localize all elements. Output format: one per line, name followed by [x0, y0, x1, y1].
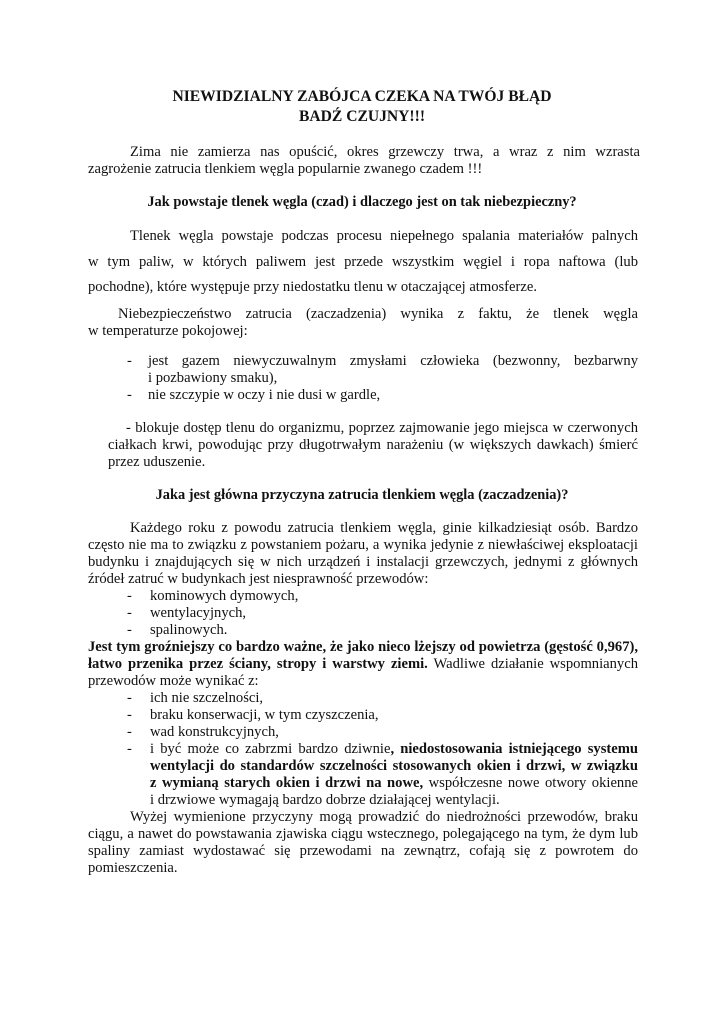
s2-plain-phrase: Wadliwe działanie wspomnianych: [427, 656, 638, 672]
bullet-dash: -: [127, 707, 132, 723]
s1-p1-line-3: pochodne), które występuje przy niedostatku tlenu w otaczającej atmosferze.: [88, 279, 537, 295]
s2-p2-line-2: ciągu, a nawet do powstawania zjawiska ciągu wstecznego, polegającego na tym, że dym lub: [88, 826, 638, 842]
s1-bullet3-line-1: - blokuje dostęp tlenu do organizmu, poprzez zajmowanie jego miejsca w czerwonych: [126, 420, 638, 436]
s2-last-line-2: wentylacji do standardów szczelności stosowanych okien i drzwi, w związku: [150, 758, 638, 774]
s1-p2-line-2: w temperaturze pokojowej:: [88, 323, 248, 339]
s2-bold-line-2: [88, 656, 638, 673]
s2-p1-line-2: często nie ma to związku z powstaniem pożaru, a wynika jedynie z niewłaściwej eksploatacji: [88, 537, 638, 553]
s1-bullet3-line-3: przez uduszenie.: [108, 454, 206, 470]
s2-bold-phrase: łatwo przenika przez ściany, stropy i warstwy ziemi.: [88, 656, 428, 672]
s2-p2-line-3: spaliny zamiast wydostawać się przewodami na zewnątrz, cofają się z powrotem do: [88, 843, 638, 859]
bullet-dash: -: [127, 622, 132, 638]
section2-heading: Jaka jest główna przyczyna zatrucia tlenkiem węgla (zaczadzenia)?: [155, 487, 569, 503]
intro-line-2: zagrożenie zatrucia tlenkiem węgla popularnie zwanego czadem !!!: [88, 161, 483, 177]
bullet-dash: -: [127, 588, 132, 604]
section1-heading: Jak powstaje tlenek węgla (czad) i dlaczego jest on tak niebezpieczny?: [147, 194, 577, 210]
s2-last-bold: , niedostosowania istniejącego systemu: [390, 741, 638, 757]
bullet-dash: -: [127, 353, 132, 369]
s1-bullet1-line-2: i pozbawiony smaku),: [148, 370, 278, 386]
s2-p1-line-1: Każdego roku z powodu zatrucia tlenkiem węgla, ginie kilkadziesiąt osób. Bardzo: [130, 520, 638, 536]
s2-p2-line-4: pomieszczenia.: [88, 860, 178, 876]
bullet-dash: -: [127, 724, 132, 740]
bullet-dash: -: [127, 605, 132, 621]
s2-last-plain: i być może co zabrzmi bardzo dziwnie: [150, 741, 391, 757]
s2-last-line-1: [150, 741, 638, 758]
title-line-2: BADŹ CZUJNY!!!: [298, 108, 426, 125]
s2-list2-item-3: wad konstrukcyjnych,: [150, 724, 279, 740]
s1-bullet2: nie szczypie w oczy i nie dusi w gardle,: [148, 387, 381, 403]
s2-p1-line-4: źródeł zatruć w budynkach jest niesprawność przewodów:: [88, 571, 429, 587]
s1-p2-line-1: Niebezpieczeństwo zatrucia (zaczadzenia) wynika z faktu, że tlenek węgla: [118, 306, 638, 322]
s2-last-line-4: i drzwiowe wymagają bardzo dobrze działającej wentylacji.: [150, 792, 500, 808]
s1-bullet3-line-2: ciałkach krwi, powodując przy długotrwałym narażeniu (w większych dawkach) śmierć: [108, 437, 638, 453]
s2-p2-line-1: Wyżej wymienione przyczyny mogą prowadzić do niedrożności przewodów, braku: [130, 809, 638, 825]
intro-line-1: Zima nie zamierza nas opuścić, okres grzewczy trwa, a wraz z nim wzrasta: [130, 144, 640, 160]
s2-last-line-3: [150, 775, 638, 792]
s2-list2-item-1: ich nie szczelności,: [150, 690, 264, 706]
s1-p1-line-1: Tlenek węgla powstaje podczas procesu niepełnego spalania materiałów palnych: [130, 228, 638, 244]
s2-list1-item-1: kominowych dymowych,: [150, 588, 299, 604]
bullet-dash: -: [127, 387, 132, 403]
s2-list2-item-2: braku konserwacji, w tym czyszczenia,: [150, 707, 379, 723]
s1-bullet1-line-1: jest gazem niewyczuwalnym zmysłami człowieka (bezwonny, bezbarwny: [148, 353, 638, 369]
s1-p1-line-2: w tym paliw, w których paliwem jest przede wszystkim węgiel i ropa naftowa (lub: [88, 254, 638, 270]
s2-line-3: przewodów może wynikać z:: [88, 673, 259, 689]
s2-p1-line-3: budynku i znajdujących się w nich urządzeń i instalacji grzewczych, jednymi z głównych: [88, 554, 638, 570]
s2-last-bold-2: z wymianą starych okien i drzwi na nowe,: [150, 775, 424, 791]
s2-list1-item-3: spalinowych.: [150, 622, 228, 638]
s2-bold-line-1: Jest tym groźniejszy co bardzo ważne, że jako nieco lżejszy od powietrza (gęstość 0,967),: [88, 639, 638, 655]
bullet-dash: -: [127, 690, 132, 706]
title-line-1: NIEWIDZIALNY ZABÓJCA CZEKA NA TWÓJ BŁĄD: [172, 88, 552, 105]
s2-last-plain-2: współczesne nowe otwory okienne: [423, 775, 638, 791]
bullet-dash: -: [127, 741, 132, 757]
s2-list1-item-2: wentylacyjnych,: [150, 605, 247, 621]
